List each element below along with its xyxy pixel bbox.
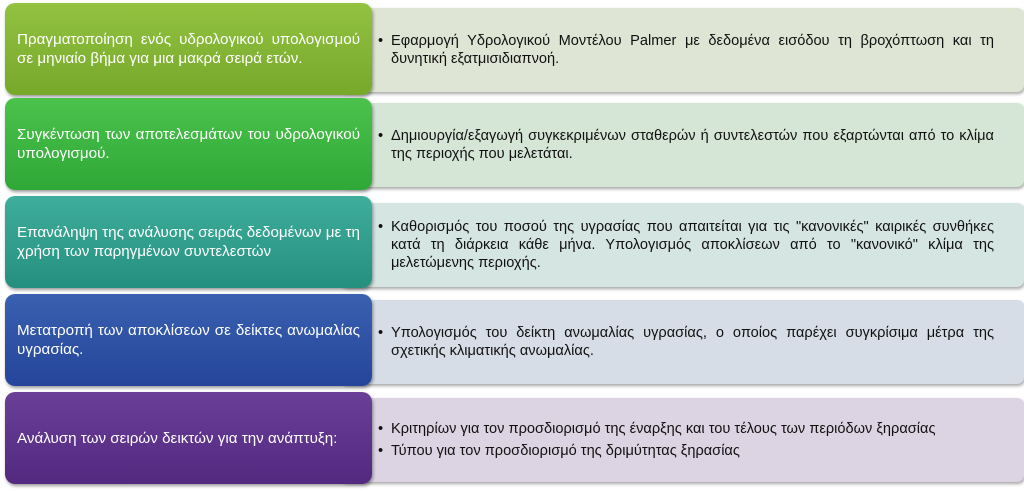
- step-detail-panel: [340, 103, 1024, 187]
- step-detail-panel: [340, 203, 1024, 287]
- detail-bullet: • Υπολογισμός του δείκτη ανωμαλίας υγρασίας, ο οποίος παρέχει συγκρίσιμα μέτρα της σχετικής κλιματικής ανωμαλίας.: [391, 324, 994, 360]
- step-detail-panel: [340, 300, 1024, 384]
- step-label-box: [5, 98, 372, 190]
- step-label-text: Μετατροπή των αποκλίσεων σε δείκτες ανωμαλίας υγρασίας.: [17, 322, 360, 358]
- step-detail-panel: [340, 398, 1024, 482]
- step-label-box: [5, 392, 372, 484]
- step-detail-panel: [340, 8, 1024, 92]
- step-label-text: Πραγματοποίηση ενός υδρολογικού υπολογισμού σε μηνιαίο βήμα για μια μακρά σειρά ετών.: [17, 31, 360, 67]
- detail-bullet-list: [391, 419, 994, 461]
- step-label-box: [5, 294, 372, 386]
- detail-bullet: • Εφαρμογή Υδρολογικού Μοντέλου Palmer με δεδομένα εισόδου τη βροχόπτωση και τη δυνητική εξατμισιδιαπνοή.: [391, 32, 994, 68]
- step-label-text: Ανάλυση των σειρών δεικτών για την ανάπτυξη:: [17, 429, 338, 447]
- detail-bullet-list: [391, 31, 994, 69]
- detail-bullet: • Τύπου για τον προσδιορισμό της δριμύτητας ξηρασίας: [391, 442, 994, 460]
- step-label-box: [5, 3, 372, 95]
- detail-bullet-list: [391, 323, 994, 361]
- detail-bullet: • Κριτηρίων για τον προσδιορισμό της έναρξης και του τέλους των περιόδων ξηρασίας: [391, 420, 994, 438]
- detail-bullet-list: [391, 126, 994, 164]
- detail-bullet-list: [391, 217, 994, 273]
- step-label-text: Επανάληψη της ανάλυσης σειράς δεδομένων με τη χρήση των παρηγμένων συντελεστών: [17, 224, 360, 260]
- detail-bullet: • Καθορισμός του ποσού της υγρασίας που απαιτείται για τις "κανονικές" καιρικές συνθήκες κατά τη διάρκεια κάθε μήνα. Υπολογισμός αποκλίσεων από το "κανονικό" κλίμα της μελετώμενης περιοχής.: [391, 218, 994, 272]
- detail-bullet: • Δημιουργία/εξαγωγή συγκεκριμένων σταθερών ή συντελεστών που εξαρτώνται από το κλίμα της περιοχής που μελετάται.: [391, 127, 994, 163]
- step-label-box: [5, 196, 372, 288]
- step-label-text: Συγκέντωση των αποτελεσμάτων του υδρολογικού υπολογισμού.: [17, 126, 360, 162]
